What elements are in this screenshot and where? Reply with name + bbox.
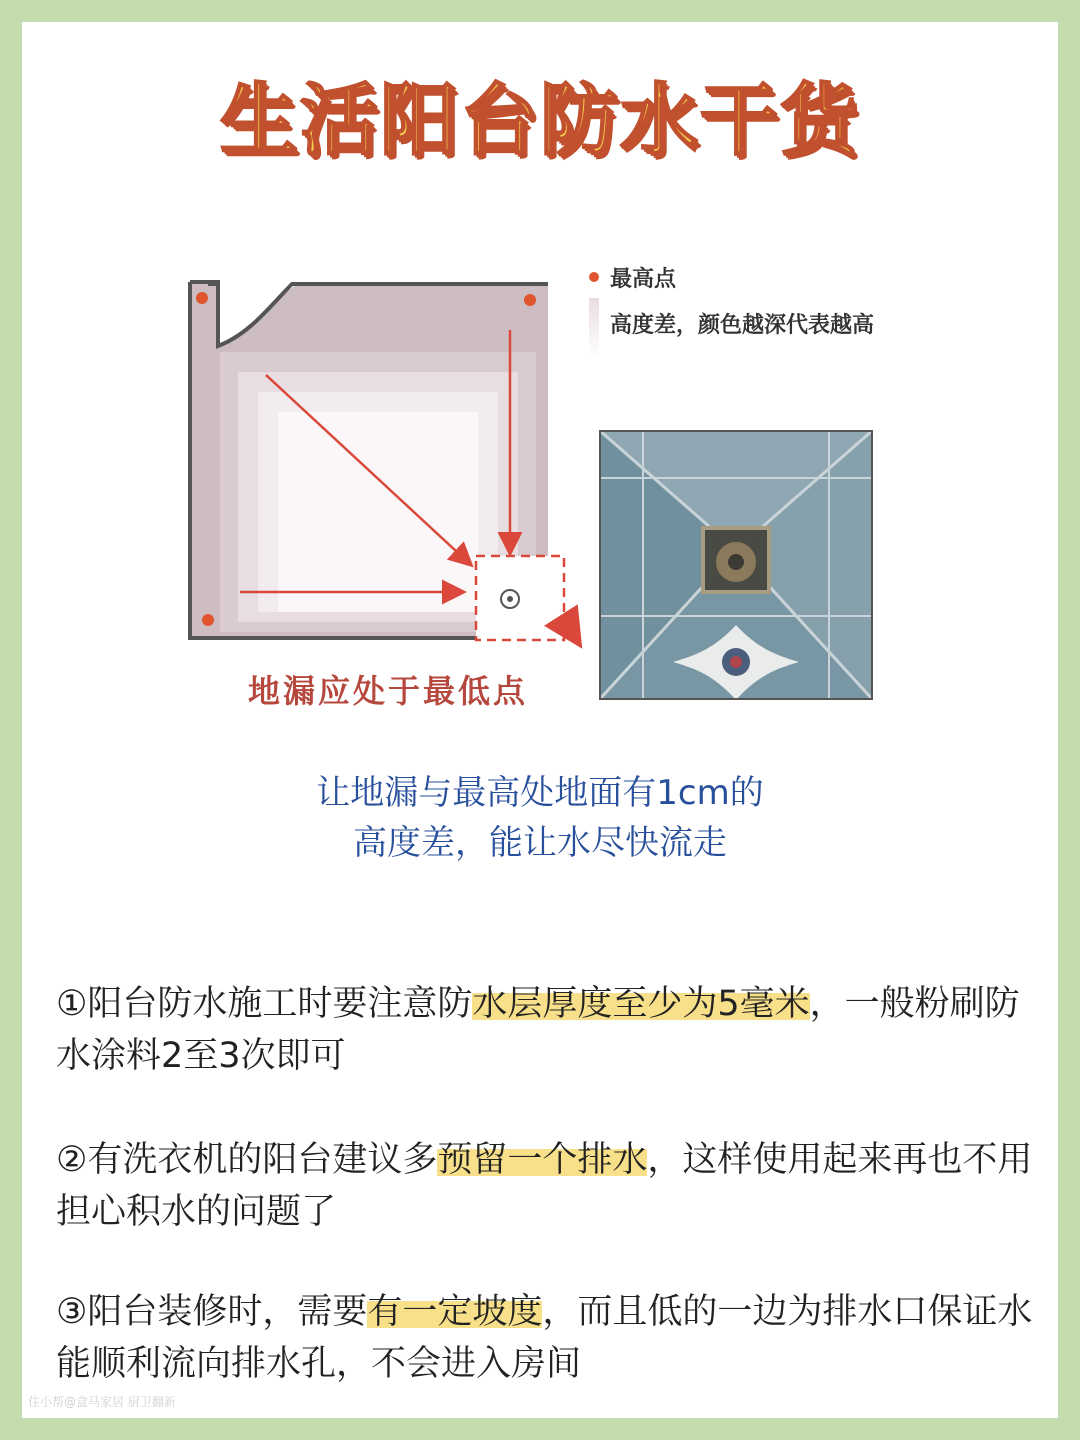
drain-icon bbox=[501, 590, 519, 608]
tip-text: ，而且低的一边为排水口保证水能顺利流向排水孔，不会进入房间 bbox=[56, 1292, 1033, 1384]
floor-drain-icon bbox=[703, 528, 769, 592]
high-point-marker bbox=[196, 292, 208, 304]
high-point-marker bbox=[202, 614, 214, 626]
floor-drain-photo bbox=[599, 430, 873, 700]
tip-text: ，一般粉刷防水涂料2至3次即可 bbox=[56, 984, 1020, 1076]
caption-line: 高度差，能让水尽快流走 bbox=[353, 823, 727, 863]
legend-highest-point: 最高点 bbox=[610, 267, 677, 292]
tip-text: ③阳台装修时，需要 bbox=[56, 1292, 368, 1332]
high-point-marker bbox=[524, 294, 536, 306]
down-arrow-icon bbox=[564, 620, 578, 642]
page-title: 生活阳台防水干货 bbox=[219, 76, 860, 166]
legend-gradient-icon bbox=[589, 298, 599, 358]
caption-line: 让地漏与最高处地面有1cm的 bbox=[316, 773, 764, 813]
tip-highlight: 预留一个排水 bbox=[437, 1140, 648, 1180]
tip-item bbox=[56, 978, 1036, 1082]
slope-diagram bbox=[180, 262, 600, 662]
legend-height-diff: 高度差，颜色越深代表越高 bbox=[610, 313, 875, 338]
tip-text: ①阳台防水施工时要注意防 bbox=[56, 984, 473, 1024]
watermark: 住小帮@盒马家居 厨卫翻新 bbox=[28, 1395, 176, 1409]
drain-lowest-label: 地漏应处于最低点 bbox=[248, 672, 529, 710]
legend-dot-icon bbox=[589, 272, 599, 282]
tip-item bbox=[56, 1134, 1036, 1238]
drain-box bbox=[476, 556, 564, 640]
tip-item bbox=[56, 1286, 1036, 1390]
tip-highlight: 水层厚度至少为5毫米 bbox=[472, 984, 810, 1024]
caption bbox=[22, 768, 1058, 868]
tip-text: ②有洗衣机的阳台建议多 bbox=[56, 1140, 438, 1180]
tip-text: ，这样使用起来再也不用担心积水的问题了 bbox=[56, 1140, 1033, 1232]
tip-highlight: 有一定坡度 bbox=[367, 1292, 543, 1332]
